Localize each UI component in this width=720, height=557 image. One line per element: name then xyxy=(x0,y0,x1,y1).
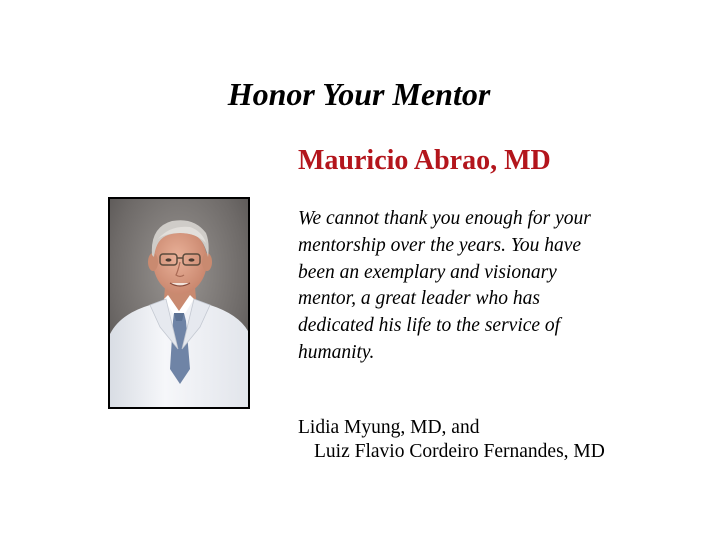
signature-line-1: Lidia Myung, MD, and xyxy=(298,417,480,438)
slide-title xyxy=(0,74,720,114)
honoree-name: Mauricio Abrao, MD xyxy=(298,145,551,176)
portrait-illustration xyxy=(110,199,248,407)
tribute-message: We cannot thank you enough for your mentorship over the years. You have been an exemplary and visionary mentor, a great leader who has dedicated his life to the service of humanity. xyxy=(298,208,591,363)
portrait-photo xyxy=(108,197,250,409)
signature-line-2: Luiz Flavio Cordeiro Fernandes, MD xyxy=(314,441,605,462)
title-text: Honor Your Mentor xyxy=(227,76,491,112)
